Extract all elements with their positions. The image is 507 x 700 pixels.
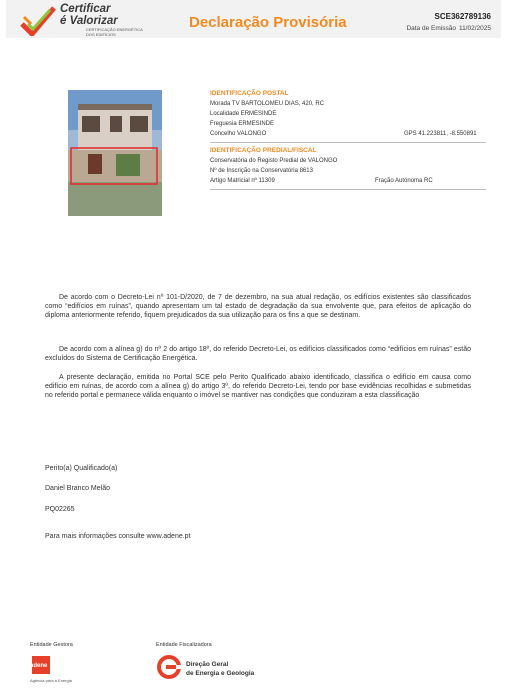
property-registration: Nº de Inscrição na Conservatória 8613 — [210, 168, 313, 174]
supervising-entity-label: Entidade Fiscalizadora — [156, 642, 212, 648]
issue-date-value: 11/02/2025 — [458, 25, 491, 32]
document-title: Declaração Provisória — [189, 14, 347, 31]
dgeg-logo-icon — [156, 654, 182, 680]
paragraph-1: De acordo com o Decreto-Lei nº 101-D/2020, de 7 de dezembro, na sua atual redação, os edifícios existentes são classificados como “edifícios em ruínas”, quando apresentam um tal estado de degradação da sua envolvente que, para efeitos de aplicação do diploma anteriormente referido, fiquem prejudicados da sua utilização para os fins a que se destinam. — [45, 294, 471, 320]
dgeg-line2: de Energia e Geologia — [186, 670, 255, 677]
divider — [210, 189, 486, 190]
property-registry: Conservatória do Registo Predial de VALONGO — [210, 158, 338, 164]
certificate-id: SCE362789136 — [434, 12, 491, 21]
postal-gps: GPS 41.223811, -8.550891 — [404, 131, 477, 137]
header-bar — [6, 0, 501, 38]
more-info: Para mais informações consulte www.adene.pt — [45, 533, 191, 540]
logo-line2: é Valorizar — [60, 15, 118, 27]
paragraph-3: A presente declaração, emitida no Portal SCE pelo Perito Qualificado abaixo identificado, classifica o edifício em causa como edifício em ruínas, de acordo com a alínea g) do artigo 3º, do referido Decreto-Lei, tendo por base evidências recolhidas e submetidas no referido portal e permanece válida enquanto o imóvel se mantiver nas condições que conduziram a esta classificação — [45, 374, 471, 400]
dgeg-line1: Direção Geral — [186, 661, 229, 668]
adene-logo-text: adene — [30, 663, 48, 669]
postal-locality: Localidade ERMESINDE — [210, 111, 277, 117]
managing-entity-label: Entidade Gestora — [30, 642, 73, 648]
logo-subtitle1: CERTIFICAÇÃO ENERGÉTICA — [86, 27, 143, 32]
adene-tagline: Agência para a Energia — [30, 678, 72, 683]
postal-address: Morada TV BARTOLOMEU DIAS, 420, RC — [210, 101, 325, 107]
logo-subtitle2: DOS EDIFÍCIOS — [86, 31, 116, 37]
property-fraction: Fração Autónoma RC — [375, 178, 433, 184]
postal-municipality: Concelho VALONGO — [210, 131, 267, 137]
postal-parish: Freguesia ERMESINDE — [210, 121, 275, 127]
logo-line1: Certificar — [60, 3, 111, 15]
issue-date-label: Data de Emissão — [406, 25, 456, 32]
property-heading: IDENTIFICAÇÃO PREDIAL/FISCAL — [210, 147, 317, 154]
divider — [210, 142, 486, 143]
postal-heading: IDENTIFICAÇÃO POSTAL — [210, 90, 289, 97]
expert-name: Daniel Branco Melão — [45, 485, 110, 492]
building-photo — [68, 90, 162, 216]
paragraph-2: De acordo com a alínea g) do nº 2 do artigo 18º, do referido Decreto-Lei, os edifícios classificados como “edifícios em ruínas” estão excluídos do Sistema de Certificação Energética. — [45, 346, 471, 363]
issue-date — [403, 25, 491, 32]
certificar-logo-icon — [20, 4, 56, 36]
expert-code: PQ02265 — [45, 506, 75, 513]
property-article: Artigo Matricial nº 11309 — [210, 178, 275, 184]
expert-label: Perito(a) Qualificado(a) — [45, 465, 118, 472]
